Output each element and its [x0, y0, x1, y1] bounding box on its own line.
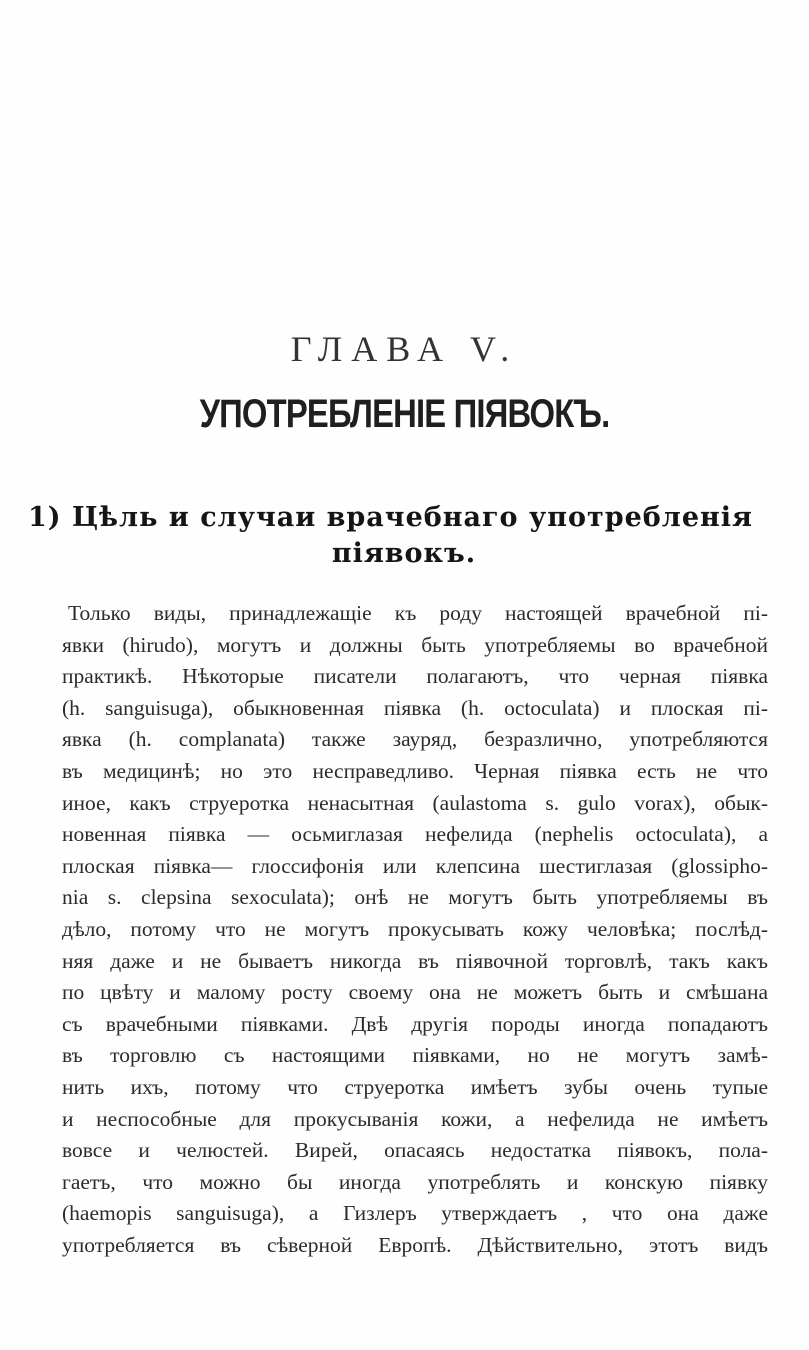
text-line: по цвѣту и малому росту своему она не можетъ быть и смѣшана: [62, 980, 768, 1005]
text-line: явки (hirudo), могутъ и должны быть употребляемы во врачебной: [62, 632, 768, 657]
text-line: дѣло, потому что не могутъ прокусывать кожу человѣка; послѣд-: [62, 916, 768, 941]
text-line: употребляется въ сѣверной Европѣ. Дѣйствительно, этотъ видъ: [62, 1232, 768, 1257]
text-line: плоская піявка— глоссифонія или клепсина шестиглазая (glossipho-: [62, 853, 768, 878]
text-line: въ торговлю съ настоящими піявками, но не могутъ замѣ-: [62, 1043, 768, 1068]
text-line: въ медицинѣ; но это несправедливо. Черная піявка есть не что: [62, 758, 768, 783]
body-paragraph: [62, 598, 768, 1261]
section-heading-line: піявокъ.: [331, 538, 477, 569]
text-line: новенная піявка — осьмиглазая нефелида (nephelis octoculata), а: [62, 822, 768, 847]
text-line: nia s. clepsina sexoculata); онѣ не могутъ быть употребляемы въ: [62, 885, 768, 910]
text-line: (h. sanguisuga), обыкновенная піявка (h. octoculata) и плоская пі-: [62, 695, 768, 720]
text-line: иное, какъ струеротка ненасытная (aulastoma s. gulo vorax), обык-: [62, 790, 768, 815]
section-heading-line: 1) Цѣль и случаи врачебнаго употребленія: [28, 502, 753, 533]
text-line: гаетъ, что можно бы иногда употреблять и конскую піявку: [62, 1169, 768, 1194]
text-line: Только виды, принадлежащіе къ роду настоящей врачебной пі-: [68, 601, 768, 625]
chapter-number: ГЛАВА V.: [290, 329, 519, 369]
text-line: практикѣ. Нѣкоторые писатели полагаютъ, что черная піявка: [62, 664, 768, 689]
text-line: няя даже и не бываетъ никогда въ піявочной торговлѣ, такъ какъ: [62, 948, 768, 973]
text-line: съ врачебными піявками. Двѣ другія породы иногда попадаютъ: [62, 1011, 768, 1036]
chapter-title: УПОТРЕБЛЕНІЕ ПІЯВОКЪ.: [199, 392, 610, 436]
text-line: и неспособные для прокусыванія кожи, а нефелида не имѣетъ: [62, 1106, 768, 1131]
text-line: вовсе и челюстей. Вирей, опасаясь недостатка піявокъ, пола-: [62, 1138, 768, 1163]
text-line: нить ихъ, потому что струеротка имѣетъ зубы очень тупые: [62, 1074, 768, 1099]
text-line: явка (h. complanata) также зауряд, безразлично, употребляются: [62, 727, 768, 752]
section-heading: [28, 500, 780, 572]
text-line: (haemopis sanguisuga), а Гизлеръ утверждаетъ , что она даже: [62, 1201, 768, 1226]
